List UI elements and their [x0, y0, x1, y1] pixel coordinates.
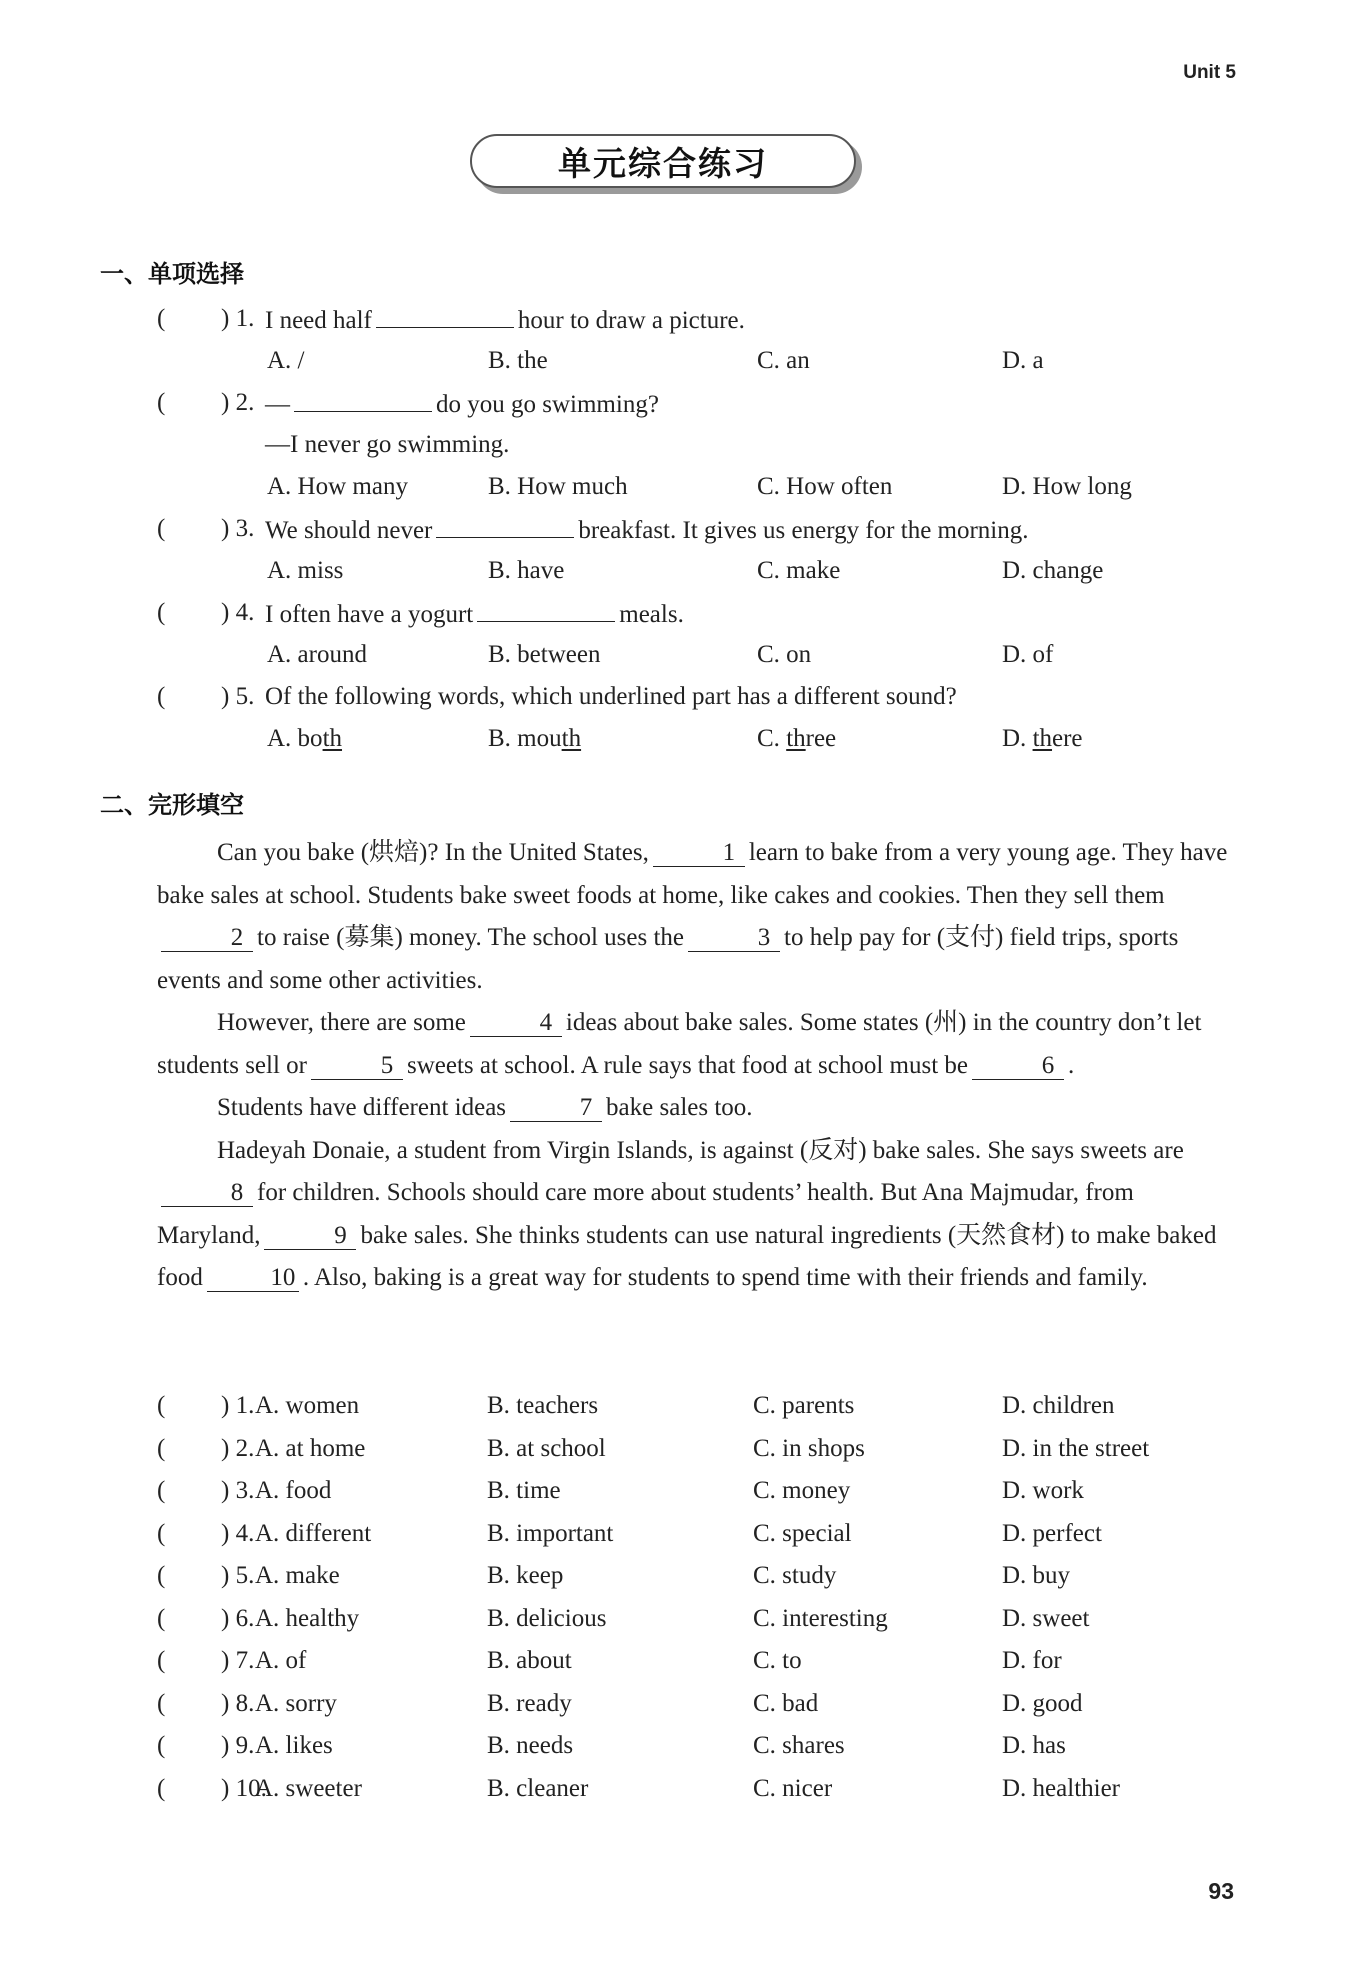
question-number: ) 2. [221, 389, 255, 416]
underlined-part: th [322, 725, 343, 752]
question-stem: I need half hour to draw a picture. [265, 307, 745, 334]
cloze-option-row [157, 1647, 1207, 1681]
option-d[interactable]: D. How long [1002, 473, 1132, 500]
option-b[interactable]: B. have [488, 557, 565, 584]
answer-paren-open: ( [157, 305, 166, 332]
option-d[interactable]: D. there [1002, 725, 1083, 752]
question-number: ) 1. [221, 1392, 255, 1419]
option-b[interactable]: B. mouth [488, 725, 582, 752]
option-a[interactable]: A. different [255, 1519, 372, 1547]
option-b[interactable]: B. time [487, 1477, 561, 1504]
answer-paren-open: ( [157, 1562, 166, 1589]
option-d[interactable]: D. children [1002, 1392, 1115, 1419]
option-a[interactable]: A. sweeter [255, 1774, 362, 1802]
option-a[interactable]: A. both [267, 725, 343, 752]
option-c[interactable]: C. bad [753, 1689, 819, 1717]
question-number: ) 5. [221, 1562, 255, 1589]
option-a[interactable]: A. of [255, 1647, 307, 1674]
answer-blank[interactable] [436, 515, 574, 538]
option-b[interactable]: B. about [487, 1647, 572, 1674]
option-b[interactable]: B. How much [488, 473, 628, 500]
answer-paren-open: ( [157, 1774, 166, 1802]
answer-blank[interactable] [294, 389, 432, 412]
question-number: ) 5. [221, 683, 255, 710]
cloze-blank-1[interactable]: 1 [653, 840, 745, 867]
option-d[interactable]: D. healthier [1002, 1774, 1121, 1802]
cloze-option-row [157, 1605, 1207, 1639]
option-c[interactable]: C. to [753, 1647, 802, 1674]
question-stem: I often have a yogurt meals. [265, 601, 684, 628]
question-number: ) 10. [221, 1774, 267, 1802]
cloze-option-row [157, 1477, 1207, 1511]
cloze-passage [157, 832, 1237, 1300]
question-number: ) 4. [221, 599, 255, 626]
title-banner [470, 134, 862, 194]
option-c[interactable]: C. in shops [753, 1434, 865, 1462]
option-b[interactable]: B. ready [487, 1689, 572, 1717]
answer-paren-open: ( [157, 1647, 166, 1674]
option-d[interactable]: D. has [1002, 1732, 1066, 1759]
question-number: ) 4. [221, 1519, 255, 1547]
option-a[interactable]: A. make [255, 1562, 340, 1589]
cloze-blank-5[interactable]: 5 [311, 1053, 403, 1080]
cloze-blank-10[interactable]: 10 [207, 1265, 299, 1292]
option-c[interactable]: C. interesting [753, 1604, 888, 1632]
option-c[interactable]: C. money [753, 1477, 851, 1504]
question-number: ) 2. [221, 1434, 255, 1462]
option-a[interactable]: A. How many [267, 473, 408, 500]
page-number: 93 [1208, 1878, 1234, 1904]
option-a[interactable]: A. miss [267, 557, 344, 584]
answer-paren-open: ( [157, 389, 166, 416]
option-d[interactable]: D. sweet [1002, 1604, 1090, 1632]
option-a[interactable]: A. healthy [255, 1604, 360, 1632]
answer-blank[interactable] [477, 599, 615, 622]
passage-paragraph-3: Students have different ideas 7 bake sales too. [217, 1094, 753, 1121]
option-b[interactable]: B. between [488, 641, 601, 668]
option-d[interactable]: D. change [1002, 557, 1104, 584]
option-d[interactable]: D. of [1002, 641, 1054, 668]
page-title: 单元综合练习 [470, 134, 856, 188]
cloze-blank-6[interactable]: 6 [972, 1053, 1064, 1080]
option-c[interactable]: C. make [757, 557, 841, 584]
option-c[interactable]: C. study [753, 1562, 837, 1589]
passage-paragraph-1: Can you bake (烘焙)? In the United States, 1 learn to bake from a very young age. They have bake sales at school. Students bake sweet foods at home, like cakes and cookies. Then they sell them2 to raise (募集) money. The school uses the 3 to help pay for (支付) field trips, sports events and some other activities. [157, 839, 1228, 994]
question-number: ) 6. [221, 1604, 255, 1632]
option-a[interactable]: A. women [255, 1392, 360, 1419]
underlined-part: th [561, 725, 582, 752]
option-c[interactable]: C. nicer [753, 1774, 833, 1802]
unit-label: Unit 5 [1183, 62, 1236, 83]
answer-paren-open: ( [157, 1477, 166, 1504]
option-b[interactable]: B. keep [487, 1562, 564, 1589]
answer-paren-open: ( [157, 1434, 166, 1462]
cloze-blank-8[interactable]: 8 [161, 1180, 253, 1207]
answer-paren-open: ( [157, 1689, 166, 1717]
question-reply-line: —I never go swimming. [265, 431, 510, 458]
option-a[interactable]: A. around [267, 641, 367, 668]
cloze-blank-4[interactable]: 4 [470, 1010, 562, 1037]
cloze-blank-7[interactable]: 7 [510, 1095, 602, 1122]
option-c[interactable]: C. an [757, 347, 810, 374]
passage-paragraph-4: Hadeyah Donaie, a student from Virgin Islands, is against (反对) bake sales. She says sweets are8 for children. Schools should care more about students’ health. But Ana Majmudar, from Maryland, 9 bake sales. She thinks students can use natural ingredients (天然食材) to make baked food 10 . Also, baking is a great way for students to spend time with their friends and family. [157, 1136, 1217, 1291]
option-d[interactable]: D. for [1002, 1647, 1062, 1674]
option-a[interactable]: A. food [255, 1477, 332, 1504]
option-d[interactable]: D. a [1002, 347, 1044, 374]
option-c[interactable]: C. on [757, 641, 812, 668]
option-d[interactable]: D. work [1002, 1477, 1084, 1504]
question-number: ) 9. [221, 1732, 255, 1759]
passage-paragraph-2: However, there are some 4 ideas about bake sales. Some states (州) in the country don’t let students sell or 5 sweets at school. A rule says that food at school must be 6 . [157, 1009, 1202, 1079]
section2-heading: 二、完形填空 [100, 791, 244, 819]
question-number: ) 7. [221, 1647, 255, 1674]
question-stem: — do you go swimming? [265, 391, 659, 418]
cloze-option-row [157, 1392, 1207, 1426]
option-c[interactable]: C. special [753, 1519, 852, 1547]
question-number: ) 3. [221, 1477, 255, 1504]
cloze-blank-9[interactable]: 9 [264, 1223, 356, 1250]
cloze-option-row [157, 1562, 1207, 1596]
answer-paren-open: ( [157, 599, 166, 626]
question-stem: Of the following words, which underlined part has a different sound? [265, 683, 957, 710]
option-a[interactable]: A. sorry [255, 1689, 337, 1717]
option-b[interactable]: B. the [488, 347, 548, 374]
cloze-option-row [157, 1520, 1207, 1554]
option-b[interactable]: B. delicious [487, 1604, 607, 1632]
option-d[interactable]: D. buy [1002, 1562, 1071, 1589]
underlined-part: th [1032, 725, 1053, 752]
option-c[interactable]: C. shares [753, 1732, 845, 1759]
answer-paren-open: ( [157, 1732, 166, 1759]
question-number: ) 1. [221, 305, 255, 332]
cloze-option-row [157, 1435, 1207, 1469]
option-b[interactable]: B. important [487, 1519, 614, 1547]
answer-paren-open: ( [157, 1519, 166, 1547]
option-c[interactable]: C. How often [757, 473, 893, 500]
option-d[interactable]: D. in the street [1002, 1434, 1150, 1462]
option-d[interactable]: D. perfect [1002, 1519, 1102, 1547]
cloze-option-row [157, 1775, 1207, 1809]
cloze-blank-3[interactable]: 3 [688, 925, 780, 952]
question-number: ) 3. [221, 515, 255, 542]
option-c[interactable]: C. parents [753, 1392, 855, 1419]
cloze-option-row [157, 1690, 1207, 1724]
underlined-part: th [786, 725, 806, 752]
answer-paren-open: ( [157, 683, 166, 710]
option-b[interactable]: B. teachers [487, 1392, 599, 1419]
option-a[interactable]: A. likes [255, 1732, 333, 1759]
answer-paren-open: ( [157, 515, 166, 542]
option-b[interactable]: B. cleaner [487, 1774, 589, 1802]
option-b[interactable]: B. at school [487, 1434, 606, 1462]
section1-heading: 一、单项选择 [100, 260, 244, 288]
option-a[interactable]: A. at home [255, 1434, 366, 1462]
question-stem: We should never breakfast. It gives us energy for the morning. [265, 517, 1029, 544]
option-d[interactable]: D. good [1002, 1689, 1083, 1717]
answer-blank[interactable] [376, 305, 514, 328]
question-number: ) 8. [221, 1689, 255, 1717]
option-c[interactable]: C. three [757, 725, 837, 752]
cloze-option-row [157, 1732, 1207, 1766]
answer-paren-open: ( [157, 1604, 166, 1632]
option-a[interactable]: A. / [267, 347, 305, 374]
cloze-blank-2[interactable]: 2 [161, 925, 253, 952]
option-b[interactable]: B. needs [487, 1732, 574, 1759]
answer-paren-open: ( [157, 1392, 166, 1419]
